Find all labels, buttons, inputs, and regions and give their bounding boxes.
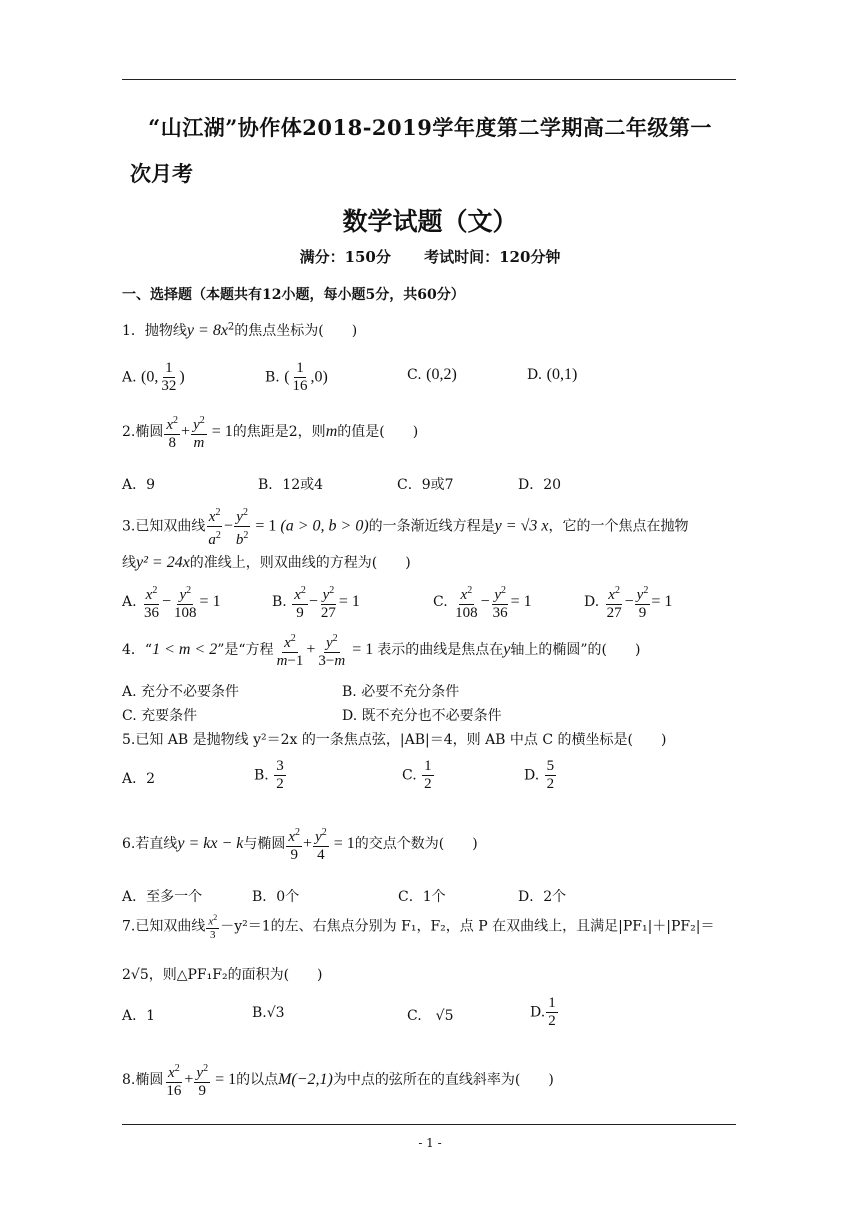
title-line-2: 次月考 [130, 161, 193, 186]
question-8: 8.椭圆 $\frac{x^2}{16}$ + $\frac{y^2}{9}$ = 1的以点M(−2,1)为中点的弦所在的直线斜率为( ) [122, 1060, 554, 1100]
q3-option-a: A. $\frac{x^2}{36}$ − $\frac{y^2}{108}$ = 1 [122, 582, 221, 622]
q4-option-c: C. 充要条件 [122, 708, 198, 724]
q3-option-b: B. $\frac{x^2}{9}$ − $\frac{y^2}{27}$ = 1 [272, 582, 360, 622]
question-7: 7.已知双曲线 $\frac{x^2}{3}$ －y²＝1的左、右焦点分别为 F₁，F₂，点 P 在双曲线上，且满足|PF₁|＋|PF₂|＝ [122, 913, 715, 941]
q5-option-d: D. $\frac{5}{2}$ [524, 758, 555, 792]
question-3: 3.已知双曲线 $\frac{x^2}{a^2}$ − $\frac{y^2}{b^2}$ = 1 (a > 0, b > 0)的一条渐近线方程是y = √3 x，它的一个焦点在抛物 [122, 504, 688, 549]
full-score: 满分：150分 [299, 248, 391, 266]
q2-option-a: A．9 [122, 477, 156, 493]
q3-option-c: C. $\frac{x^2}{108}$ − $\frac{y^2}{36}$ = 1 [433, 582, 532, 622]
page-number: - 1 - [418, 1136, 442, 1150]
q3-option-d: D. $\frac{x^2}{27}$ − $\frac{y^2}{9}$ = 1 [584, 582, 672, 622]
bottom-rule [122, 1124, 736, 1125]
q1-option-d: D. (0,1) [527, 366, 578, 383]
q7-option-a: A．1 [122, 1008, 156, 1024]
exam-time: 考试时间：120分钟 [424, 248, 561, 266]
q6-option-b: B．0个 [252, 889, 300, 905]
q1-option-a: A. (0, $\frac{1}{32}$ ) [122, 360, 185, 394]
q2-option-c: C．9或7 [397, 477, 454, 493]
q5-option-a: A．2 [122, 771, 156, 787]
title-line-1: “山江湖”协作体2018-2019学年度第二学期高二年级第一 [148, 115, 712, 140]
q4-option-d: D. 既不充分也不必要条件 [342, 708, 502, 724]
q7-option-c: C. √5 [407, 1008, 454, 1024]
subject-title: 数学试题（文） [342, 207, 518, 236]
q6-option-c: C．1个 [398, 889, 446, 905]
question-7-line-2: 2√5，则△PF₁F₂的面积为( ) [122, 967, 323, 983]
question-2: 2.椭圆 $\frac{x^2}{8}$ + $\frac{y^2}{m}$ = 1的焦距是2，则m的值是( ) [122, 412, 418, 452]
q4-option-b: B. 必要不充分条件 [342, 684, 460, 700]
question-5: 5.已知 AB 是抛物线 y²＝2x 的一条焦点弦，|AB|＝4，则 AB 中点 C 的横坐标是( ) [122, 732, 667, 748]
exam-info [0, 246, 860, 267]
question-1: 1．抛物线$y = 8x^2$的焦点坐标为( ) [122, 321, 358, 339]
q6-option-a: A．至多一个 [122, 889, 203, 905]
q1-option-b: B. ( $\frac{1}{16}$ ,0) [265, 360, 328, 394]
q5-option-c: C. $\frac{1}{2}$ [402, 758, 432, 792]
q2-option-d: D．20 [518, 477, 562, 493]
q7-option-b: B.√3 [252, 1005, 285, 1021]
question-6: 6.若直线y = kx − k与椭圆 $\frac{x^2}{9}$ + $\frac{y^2}{4}$ = 1的交点个数为( ) [122, 824, 478, 864]
q5-option-b: B. $\frac{3}{2}$ [254, 758, 284, 792]
q6-option-d: D．2个 [518, 889, 567, 905]
q7-option-d: D. $\frac{1}{2}$ [530, 995, 556, 1029]
question-3-line-2: 线y² = 24x的准线上，则双曲线的方程为( ) [122, 554, 411, 571]
section-heading: 一、选择题（本题共有12小题，每小题5分，共60分） [122, 287, 465, 303]
q1-option-c: C. (0,2) [407, 366, 457, 383]
q2-option-b: B．12或4 [258, 477, 324, 493]
top-rule [122, 79, 736, 80]
q4-option-a: A. 充分不必要条件 [122, 684, 240, 700]
question-4: 4．“1 < m < 2”是“方程 $\frac{x^2}{m-1}$ + $\frac{y^2}{3-m}$ = 1 表示的曲线是焦点在y轴上的椭圆”的( ) [122, 630, 640, 670]
